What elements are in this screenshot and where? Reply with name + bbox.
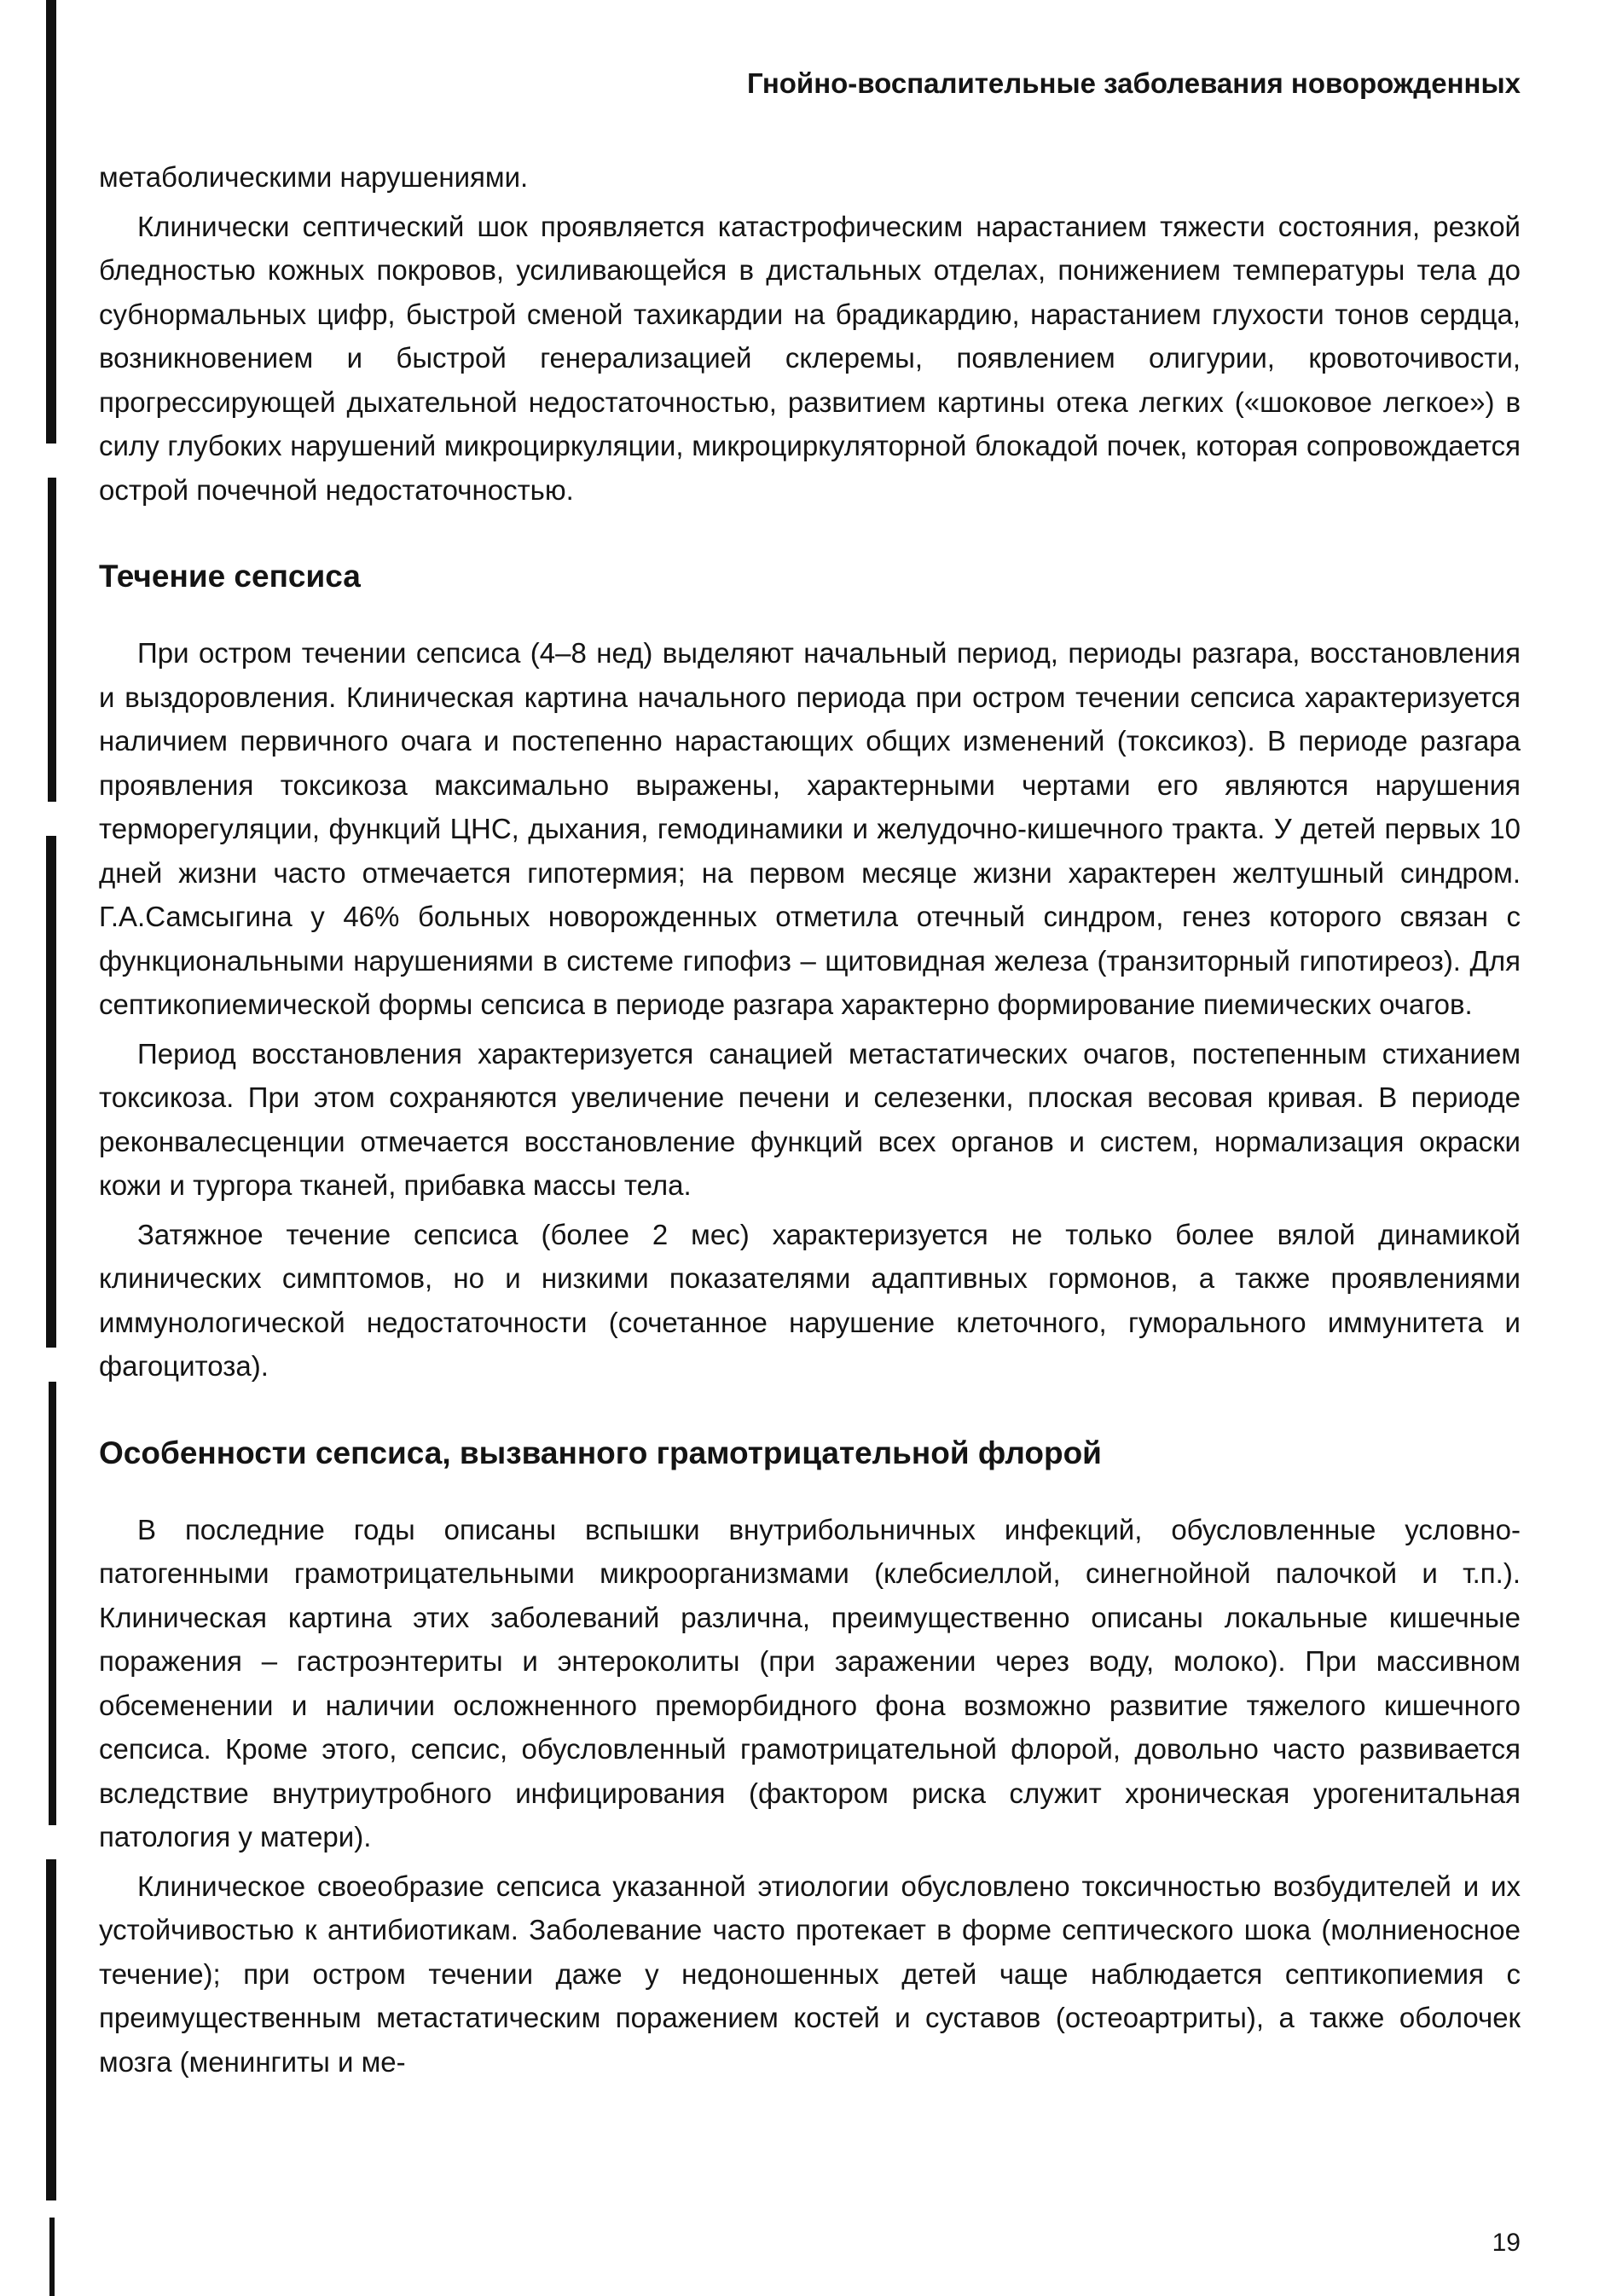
- section-heading: Течение сепсиса: [99, 559, 361, 594]
- document-page: [99, 67, 1521, 2089]
- paragraph: Клинически септический шок проявляется катастрофическим нарастанием тяжести состояния, резкой бледностью кожных покровов, усиливающейся в дистальных отделах, понижением температуры тела до субнормальных цифр, быстрой сменой тахикардии на брадикардию, нарастанием глухости тонов сердца, возникновением и быстрой генерализацией склеремы, появлением олигурии, кровоточивости, прогрессирующей дыхательной недостаточностью, развитием картины отека легких («шоковое легкое») в силу глубоких нарушений микроциркуляции, микроциркуляторной блокадой почек, которая сопровождается острой почечной недостаточностью.: [99, 210, 1521, 506]
- section-heading: Особенности сепсиса, вызванного грамотрицательной флорой: [99, 1435, 1102, 1470]
- page-number: 19: [1492, 2229, 1521, 2257]
- paragraph: Затяжное течение сепсиса (более 2 мес) характеризуется не только более вялой динамикой клинических симптомов, но и низкими показателями адаптивных гормонов, а также проявлениями иммунологической недостаточности (сочетанное нарушение клеточного, гуморального иммунитета и фагоцитоза).: [99, 1218, 1521, 1382]
- paragraph: Клиническое своеобразие сепсиса указанной этиологии обусловлено токсичностью возбудителей и их устойчивостью к антибиотикам. Заболевание часто протекает в форме септического шока (молниеносное течение); при остром течении даже у недоношенных детей чаще наблюдается септикопиемия с преимущественным метастатическим поражением костей и суставов (остеоартриты), а также оболочек мозга (менингиты и ме-: [99, 1870, 1521, 2078]
- scan-binding-edge: [0, 0, 58, 2296]
- paragraph: метаболическими нарушениями.: [99, 161, 529, 193]
- paragraph: В последние годы описаны вспышки внутрибольничных инфекций, обусловленные условно-патогенными грамотрицательными микроорганизмами (клебсиеллой, синегнойной палочкой и т.п.). Клиническая картина этих заболеваний различна, преимущественно описаны локальные кишечные поражения – гастроэнтериты и энтероколиты (при заражении через воду, молоко). При массивном обсеменении и наличии осложненного преморбидного фона возможно развитие тяжелого кишечного сепсиса. Кроме этого, сепсис, обусловленный грамотрицательной флорой, довольно часто развивается вследствие внутриутробного инфицирования (фактором риска служит хроническая урогенитальная патология у матери).: [99, 1513, 1521, 1852]
- paragraph: Период восстановления характеризуется санацией метастатических очагов, постепенным стиханием токсикоза. При этом сохраняются увеличение печени и селезенки, плоская весовая кривая. В периоде реконвалесценции отмечается восстановление функций всех органов и систем, нормализация окраски кожи и тургора тканей, прибавка массы тела.: [99, 1037, 1521, 1201]
- paragraph: При остром течении сепсиса (4–8 нед) выделяют начальный период, периоды разгара, восстановления и выздоровления. Клиническая картина начального периода при остром течении сепсиса характеризуется наличием первичного очага и постепенно нарастающих общих изменений (токсикоз). В периоде разгара проявления токсикоза максимально выражены, характерными чертами его являются нарушения терморегуляции, функций ЦНС, дыхания, гемодинамики и желудочно-кишечного тракта. У детей первых 10 дней жизни часто отмечается гипотермия; на первом месяце жизни характерен желтушный синдром. Г.А.Самсыгина у 46% больных новорожденных отметила отечный синдром, генез которого связан с функциональными нарушениями в системе гипофиз – щитовидная железа (транзиторный гипотиреоз). Для септикопиемической формы сепсиса в периоде разгара характерно формирование пиемических очагов.: [99, 637, 1521, 1020]
- running-head: Гнойно-воспалительные заболевания новорожденных: [746, 67, 1521, 99]
